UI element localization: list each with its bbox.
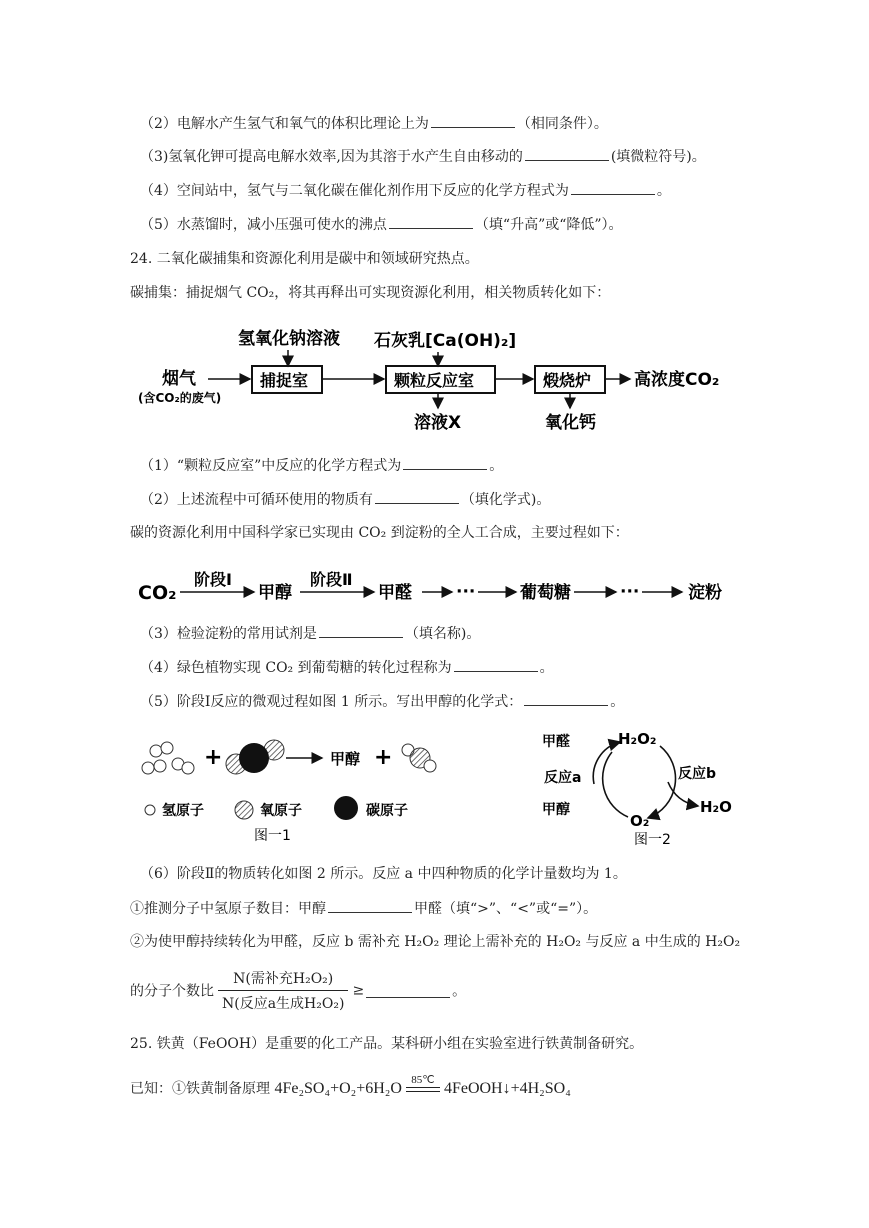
methanol-label: 甲醇 (258, 583, 292, 603)
q25-known: 已知：①铁黄制备原理 4Fe₂SO₄+O₂+6H₂O 85℃ 4FeOOH↓+4H₂SO₄ (130, 1073, 571, 1097)
q24-part2: （2）上述流程中可循环使用的物质有 （填化学式)。 (140, 489, 550, 510)
co2-molecule (226, 740, 284, 774)
starch-synthesis-diagram (134, 565, 744, 610)
legend-oxygen-label: 氧原子 (260, 803, 302, 819)
answer-blank[interactable] (454, 657, 538, 672)
answer-blank[interactable] (389, 214, 473, 229)
q23-part5: （5）水蒸馏时，减小压强可使水的沸点 （填“升高”或“降低”）。 (140, 214, 623, 235)
cao-label: 氧化钙 (545, 413, 596, 433)
cycle-h2o2-label: H₂O₂ (618, 730, 657, 748)
plus-sign-2: + (374, 745, 393, 770)
answer-blank[interactable] (375, 489, 459, 504)
legend-hydrogen-label: 氢原子 (162, 803, 204, 819)
q24-part6-2: ②为使甲醇持续转化为甲醛，反应 b 需补充 H₂O₂ 理论上需补充的 H₂O₂ 与反应 a 中生成的 H₂O₂ (130, 934, 741, 950)
glucose-label: 葡萄糖 (520, 583, 571, 603)
answer-blank[interactable] (403, 455, 487, 470)
capture-chamber-label: 捕捉室 (260, 371, 309, 390)
legend-oxygen-icon (235, 801, 253, 819)
cycle-methanol-label: 甲醇 (542, 802, 570, 818)
q24-part6-1: ①推测分子中氢原子数目：甲醇 甲醛（填“>”、“<”或“=”）。 (130, 898, 597, 919)
figure-2-caption: 图一2 (634, 832, 671, 848)
q23-part2: （2）电解水产生氢气和氧气的体积比理论上为 （相同条件）。 (140, 113, 608, 134)
lime-label: 石灰乳[Ca(OH)₂] (374, 331, 517, 351)
figure-1-caption: 图一1 (254, 828, 291, 844)
flue-gas-sub: (含CO₂的废气) (138, 391, 222, 405)
answer-blank[interactable] (328, 898, 412, 913)
q24-util-intro: 碳的资源化利用中国科学家已实现由 CO₂ 到淀粉的全人工合成，主要过程如下： (130, 525, 629, 541)
answer-blank[interactable] (431, 113, 515, 128)
ratio-numerator: N(需补充H₂O₂) (218, 968, 348, 991)
q25-title: 25. 铁黄（FeOOH）是重要的化工产品。某科研小组在实验室进行铁黄制备研究。 (130, 1036, 644, 1052)
stage1-label: 阶段Ⅰ (194, 570, 232, 589)
starch-label: 淀粉 (688, 583, 722, 603)
ratio-denominator: N(反应a生成H₂O₂) (222, 996, 345, 1012)
ellipsis-1: ··· (456, 582, 476, 602)
legend-carbon-label: 碳原子 (366, 803, 408, 819)
reaction-equation: 4Fe₂SO₄+O₂+6H₂O 85℃ 4FeOOH↓+4H₂SO₄ (274, 1073, 571, 1097)
answer-blank[interactable] (366, 983, 450, 998)
solution-x-label: 溶液X (414, 413, 462, 433)
capture-flow-diagram (130, 322, 750, 440)
flue-gas-label: 烟气 (162, 369, 196, 389)
plus-sign-1: + (204, 745, 223, 770)
figure-2-cycle (538, 722, 748, 850)
water-molecule (402, 744, 436, 772)
q24-part3: （3）检验淀粉的常用试剂是 （填名称)。 (140, 623, 480, 644)
legend-hydrogen-icon (145, 805, 155, 815)
answer-blank[interactable] (571, 180, 655, 195)
naoh-label: 氢氧化钠溶液 (238, 329, 340, 349)
legend-carbon-icon (334, 796, 358, 820)
high-co2-label: 高浓度CO₂ (634, 370, 720, 390)
ellipsis-2: ··· (620, 582, 640, 602)
product-methanol-label: 甲醇 (330, 750, 361, 768)
answer-blank[interactable] (524, 691, 608, 706)
reaction-a-label: 反应a (544, 770, 582, 786)
formaldehyde-label: 甲醛 (378, 583, 412, 603)
equation-condition: 85℃ (406, 1087, 440, 1092)
q24-part6: （6）阶段Ⅱ的物质转化如图 2 所示。反应 a 中四种物质的化学计量数均为 1。 (140, 866, 627, 882)
q24-ratio-line: 的分子个数比 $\frac{\text{N(需补充H₂O₂)}}{\text{N(反应a生成H₂O₂)}}$ ≥ 。 (130, 968, 466, 1013)
q24-capture-intro: 碳捕集：捕捉烟气 CO₂，将其再释出可实现资源化利用，相关物质转化如下： (130, 285, 611, 301)
q24-part5: （5）阶段Ⅰ反应的微观过程如图 1 所示。写出甲醇的化学式： 。 (140, 691, 624, 712)
q24-part4: （4）绿色植物实现 CO₂ 到葡萄糖的转化过程称为 。 (140, 657, 554, 678)
answer-blank[interactable] (319, 623, 403, 638)
reaction-b-label: 反应b (678, 766, 717, 782)
cycle-h2o-label: H₂O (700, 798, 732, 816)
q24-part1: （1）“颗粒反应室”中反应的化学方程式为 。 (140, 455, 503, 476)
hydrogen-molecules-group (142, 742, 194, 774)
ratio-fraction (218, 968, 348, 1013)
co2-label: CO₂ (138, 582, 177, 604)
figure-1-micro-process (134, 728, 454, 848)
cycle-formaldehyde-label: 甲醛 (542, 734, 570, 750)
q23-part4: （4）空间站中，氢气与二氧化碳在催化剂作用下反应的化学方程式为 。 (140, 180, 671, 201)
q23-part3: （3)氢氧化钾可提高电解水效率,因为其溶于水产生自由移动的 (填微粒符号)。 (140, 146, 706, 167)
stage2-label: 阶段Ⅱ (310, 570, 353, 589)
calciner-label: 煅烧炉 (543, 371, 592, 390)
cycle-o2-label: O₂ (630, 812, 650, 830)
q24-title: 24. 二氧化碳捕集和资源化利用是碳中和领域研究热点。 (130, 251, 479, 267)
particle-reactor-label: 颗粒反应室 (394, 371, 475, 390)
answer-blank[interactable] (525, 146, 609, 161)
